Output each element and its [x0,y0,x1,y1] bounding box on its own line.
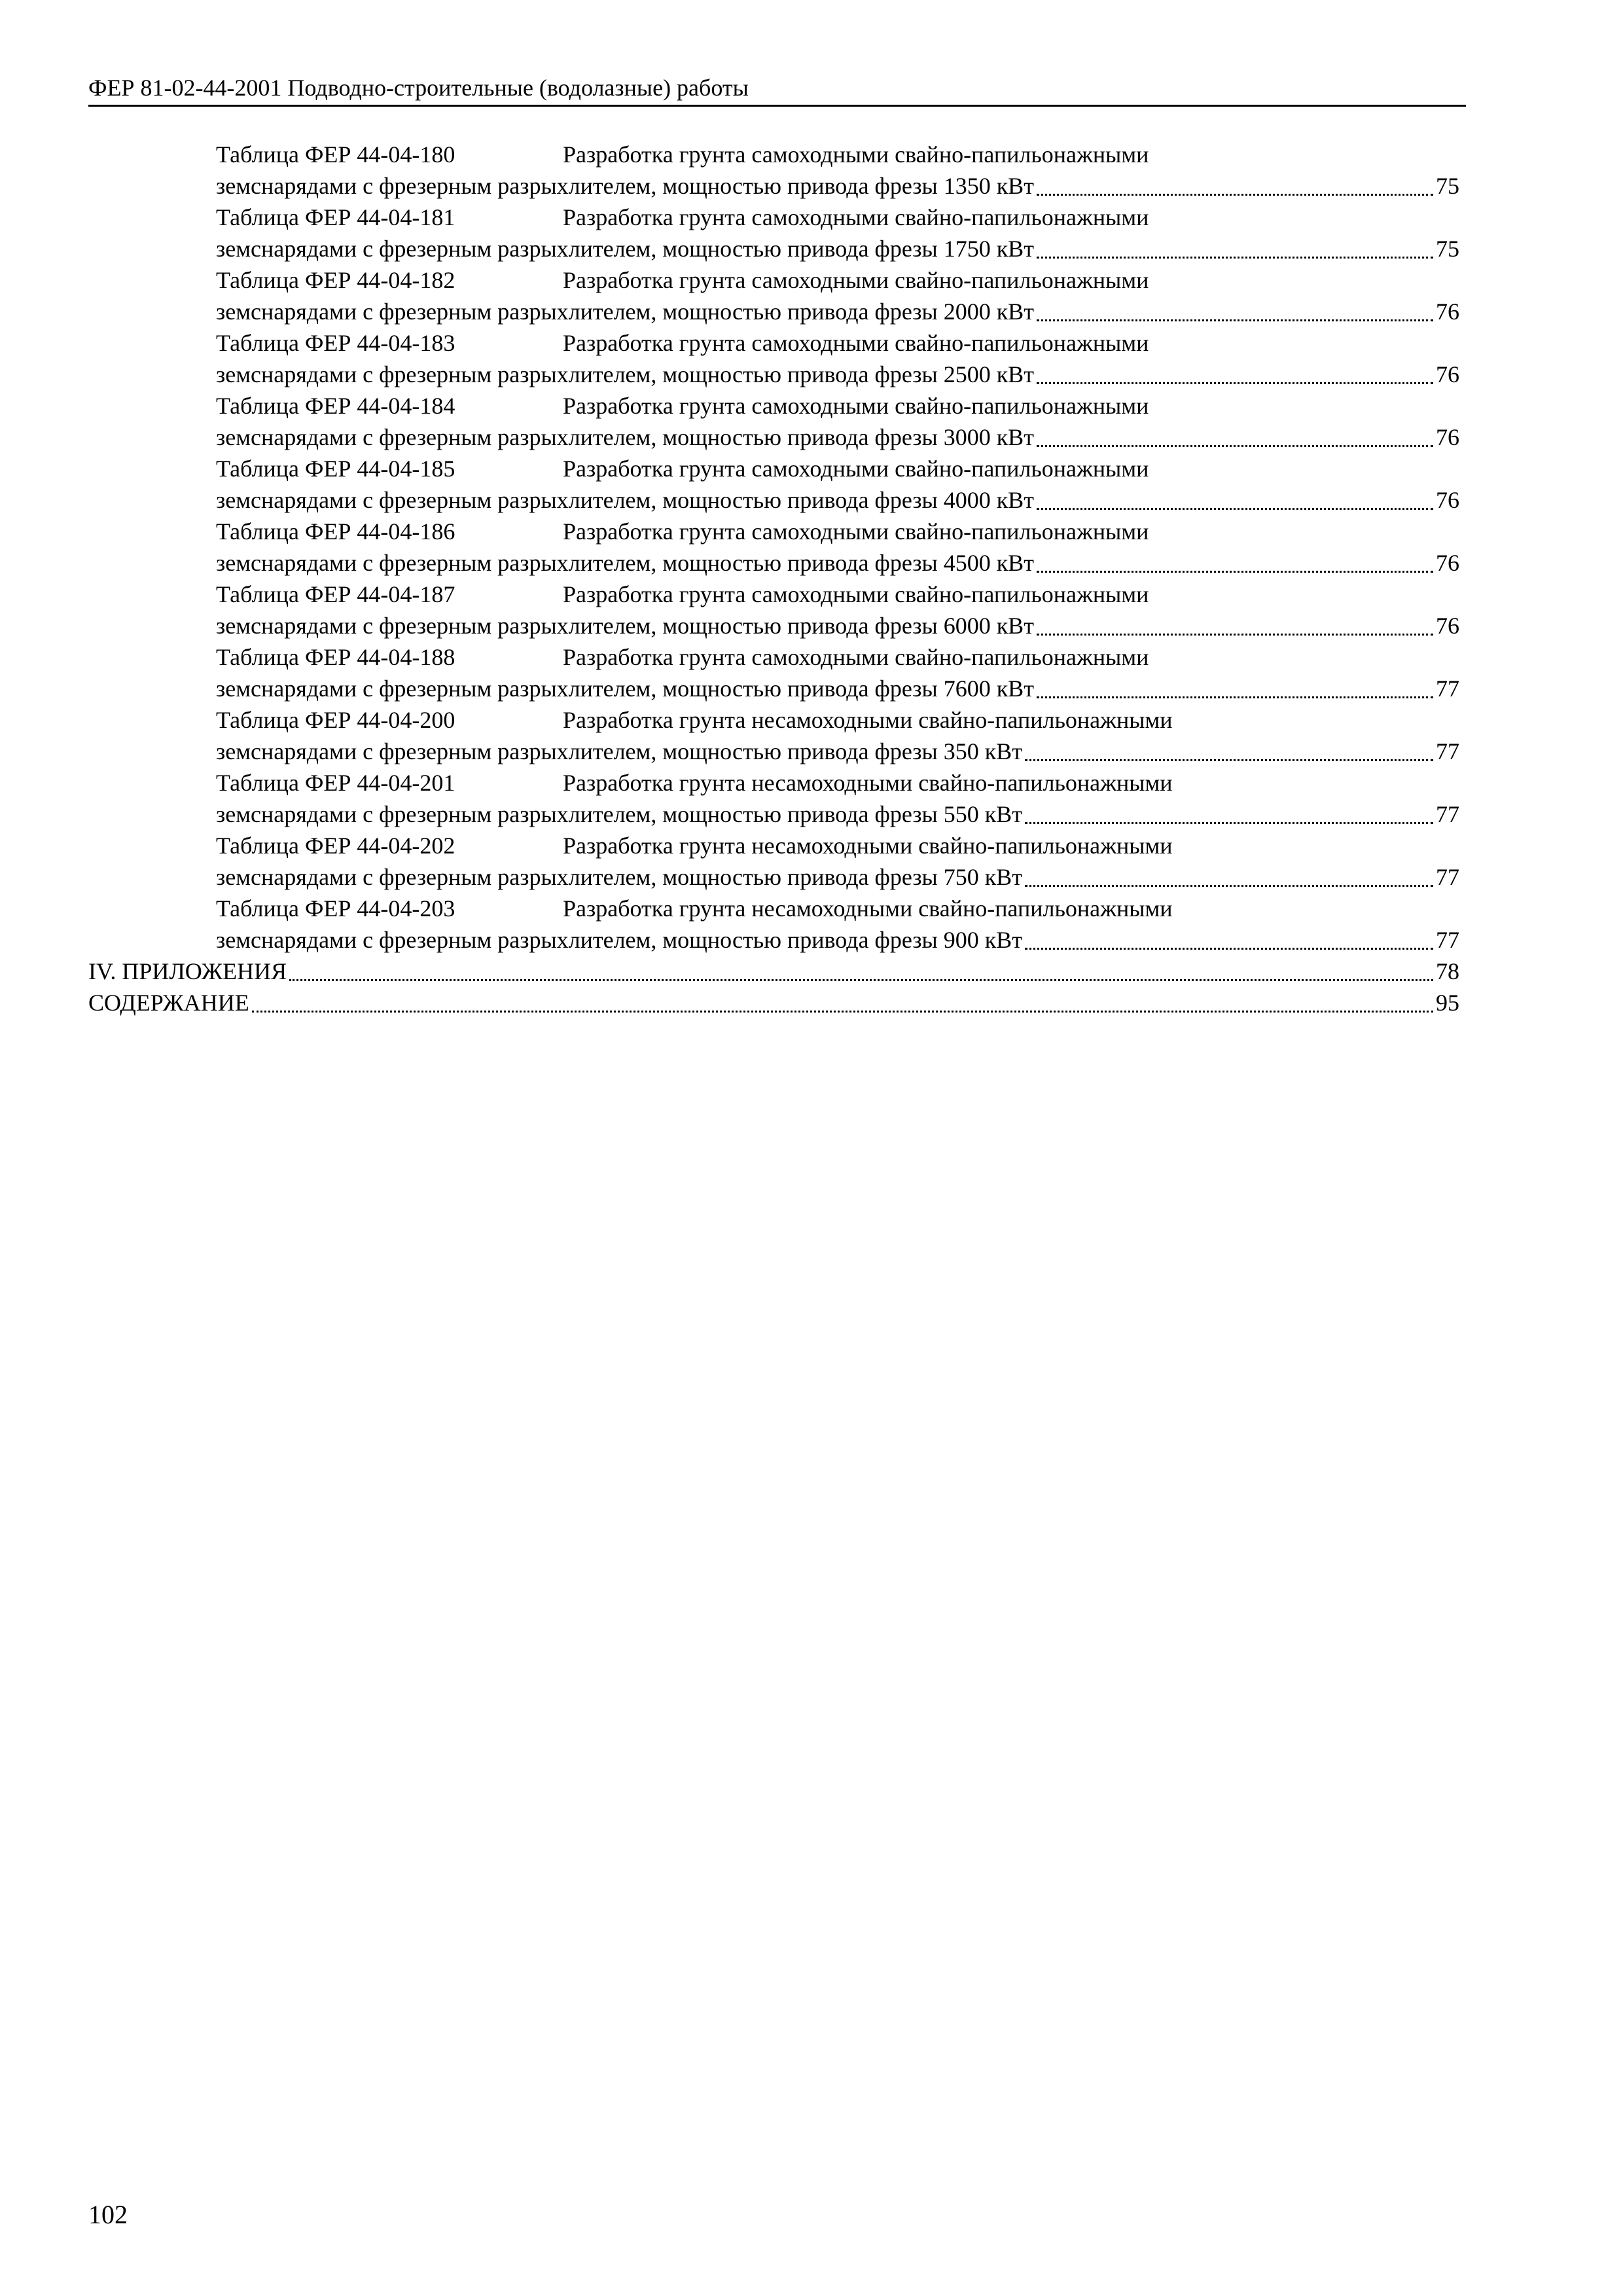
dot-leader [1037,194,1433,196]
toc-table-number: Таблица ФЕР 44-04-181 [216,204,455,230]
toc-entry-leader-line [216,296,1459,327]
toc-title-line2: земснарядами с фрезерным разрыхлителем, мощностью привода фрезы 900 кВт [216,927,1022,953]
toc-title-line1: Разработка грунта самоходными свайно-папильонажными [563,581,1149,607]
toc-table-number: Таблица ФЕР 44-04-200 [216,707,455,733]
dot-leader [1025,885,1433,887]
toc-page-number: 75 [1436,173,1459,199]
toc-section-entry[interactable] [88,987,1459,1018]
toc-entry-heading [216,264,1459,296]
dot-leader [1037,508,1433,510]
toc-table-number: Таблица ФЕР 44-04-201 [216,770,455,796]
toc-entry-leader-line [216,736,1459,767]
toc-entry[interactable] [88,830,1459,893]
toc-entry[interactable] [88,767,1459,830]
dot-leader [289,979,1433,981]
toc-page-number: 77 [1436,927,1459,953]
toc-entry-heading [216,453,1459,484]
dot-leader [1037,319,1433,321]
toc-title-line1: Разработка грунта несамоходными свайно-папильонажными [563,895,1173,922]
toc-entry-heading [216,202,1459,233]
running-header: ФЕР 81-02-44-2001 Подводно-строительные (водолазные) работы [88,73,1466,107]
toc-entry-heading [216,390,1459,422]
toc-title-line2: земснарядами с фрезерным разрыхлителем, мощностью привода фрезы 2500 кВт [216,361,1034,387]
toc-entry-leader-line [216,484,1459,516]
toc-entry[interactable] [88,893,1459,956]
dot-leader [1037,445,1433,447]
toc-title-line1: Разработка грунта несамоходными свайно-папильонажными [563,770,1173,796]
toc-title-line2: земснарядами с фрезерным разрыхлителем, мощностью привода фрезы 1750 кВт [216,236,1034,262]
toc-entry-heading [216,516,1459,547]
toc-entry-heading [216,327,1459,359]
toc-entry-leader-line [216,924,1459,956]
toc-page-number: 76 [1436,550,1459,576]
toc-page-number: 76 [1436,487,1459,513]
toc-entry[interactable] [88,264,1459,327]
dot-leader [1025,822,1433,824]
dot-leader [252,1011,1433,1013]
dot-leader [1037,634,1433,636]
toc-title-line2: земснарядами с фрезерным разрыхлителем, мощностью привода фрезы 2000 кВт [216,298,1034,325]
toc-title-line2: земснарядами с фрезерным разрыхлителем, мощностью привода фрезы 4500 кВт [216,550,1034,576]
toc-title-line1: Разработка грунта самоходными свайно-папильонажными [563,141,1149,168]
toc-entry[interactable] [88,202,1459,264]
dot-leader [1037,571,1433,573]
toc-section-entry[interactable] [88,956,1459,987]
toc-entry[interactable] [88,453,1459,516]
toc-title-line1: Разработка грунта самоходными свайно-папильонажными [563,204,1149,230]
dot-leader [1037,382,1433,384]
toc-entry-leader-line [216,610,1459,641]
toc-entry-heading [216,830,1459,861]
toc-page-number: 77 [1436,864,1459,890]
dot-leader [1037,257,1433,259]
toc-title-line1: Разработка грунта несамоходными свайно-папильонажными [563,707,1173,733]
toc-entry-heading [216,139,1459,170]
toc-table-number: Таблица ФЕР 44-04-187 [216,581,455,607]
toc-title-line2: земснарядами с фрезерным разрыхлителем, мощностью привода фрезы 350 кВт [216,738,1022,764]
toc-table-number: Таблица ФЕР 44-04-186 [216,518,455,545]
toc-page-number: 76 [1436,424,1459,450]
toc-title-line2: земснарядами с фрезерным разрыхлителем, мощностью привода фрезы 3000 кВт [216,424,1034,450]
table-of-contents [88,139,1459,1018]
toc-table-number: Таблица ФЕР 44-04-182 [216,267,455,293]
dot-leader [1037,696,1433,698]
toc-entry[interactable] [88,516,1459,579]
toc-title-line1: Разработка грунта самоходными свайно-папильонажными [563,393,1149,419]
toc-page-number: 78 [1436,958,1459,984]
toc-page-number: 76 [1436,361,1459,387]
toc-entry[interactable] [88,641,1459,704]
toc-page-number: 77 [1436,738,1459,764]
toc-entry-leader-line [216,861,1459,893]
toc-title-line2: земснарядами с фрезерным разрыхлителем, мощностью привода фрезы 550 кВт [216,801,1022,827]
toc-title-line1: Разработка грунта самоходными свайно-папильонажными [563,330,1149,356]
toc-entry-leader-line [216,798,1459,830]
toc-entry-heading [216,579,1459,610]
toc-entry-leader-line [216,422,1459,453]
toc-page-number: 95 [1436,990,1459,1016]
dot-leader [1025,759,1433,761]
toc-table-number: Таблица ФЕР 44-04-183 [216,330,455,356]
toc-title-line2: земснарядами с фрезерным разрыхлителем, мощностью привода фрезы 4000 кВт [216,487,1034,513]
dot-leader [1025,948,1433,950]
toc-table-number: Таблица ФЕР 44-04-185 [216,456,455,482]
toc-page-number: 77 [1436,801,1459,827]
toc-title-line1: Разработка грунта несамоходными свайно-папильонажными [563,833,1173,859]
toc-entry-leader-line [216,547,1459,579]
toc-entry[interactable] [88,704,1459,767]
toc-title-line2: земснарядами с фрезерным разрыхлителем, мощностью привода фрезы 1350 кВт [216,173,1034,199]
toc-table-number: Таблица ФЕР 44-04-188 [216,644,455,670]
toc-entry-heading [216,704,1459,736]
toc-entry-leader-line [216,170,1459,202]
toc-table-number: Таблица ФЕР 44-04-202 [216,833,455,859]
toc-page-number: 77 [1436,675,1459,702]
toc-entry-leader-line [216,673,1459,704]
toc-table-number: Таблица ФЕР 44-04-180 [216,141,455,168]
toc-title-line1: Разработка грунта самоходными свайно-папильонажными [563,518,1149,545]
toc-title-line1: Разработка грунта самоходными свайно-папильонажными [563,644,1149,670]
toc-title-line1: Разработка грунта самоходными свайно-папильонажными [563,456,1149,482]
toc-entry-heading [216,893,1459,924]
toc-entry[interactable] [88,390,1459,453]
toc-entry-heading [216,641,1459,673]
toc-title-line2: земснарядами с фрезерным разрыхлителем, мощностью привода фрезы 7600 кВт [216,675,1034,702]
toc-entry[interactable] [88,327,1459,390]
toc-table-number: Таблица ФЕР 44-04-203 [216,895,455,922]
toc-table-number: Таблица ФЕР 44-04-184 [216,393,455,419]
toc-page-number: 76 [1436,613,1459,639]
toc-section-title: IV. ПРИЛОЖЕНИЯ [88,958,287,984]
toc-page-number: 76 [1436,298,1459,325]
toc-title-line2: земснарядами с фрезерным разрыхлителем, мощностью привода фрезы 750 кВт [216,864,1022,890]
toc-entry-heading [216,767,1459,798]
toc-title-line2: земснарядами с фрезерным разрыхлителем, мощностью привода фрезы 6000 кВт [216,613,1034,639]
toc-entry-leader-line [216,233,1459,264]
toc-page-number: 75 [1436,236,1459,262]
toc-entry-leader-line [216,359,1459,390]
toc-entry[interactable] [88,579,1459,641]
toc-section-title: СОДЕРЖАНИЕ [88,990,249,1016]
page-number: 102 [88,2200,128,2229]
toc-entry[interactable] [88,139,1459,202]
toc-title-line1: Разработка грунта самоходными свайно-папильонажными [563,267,1149,293]
